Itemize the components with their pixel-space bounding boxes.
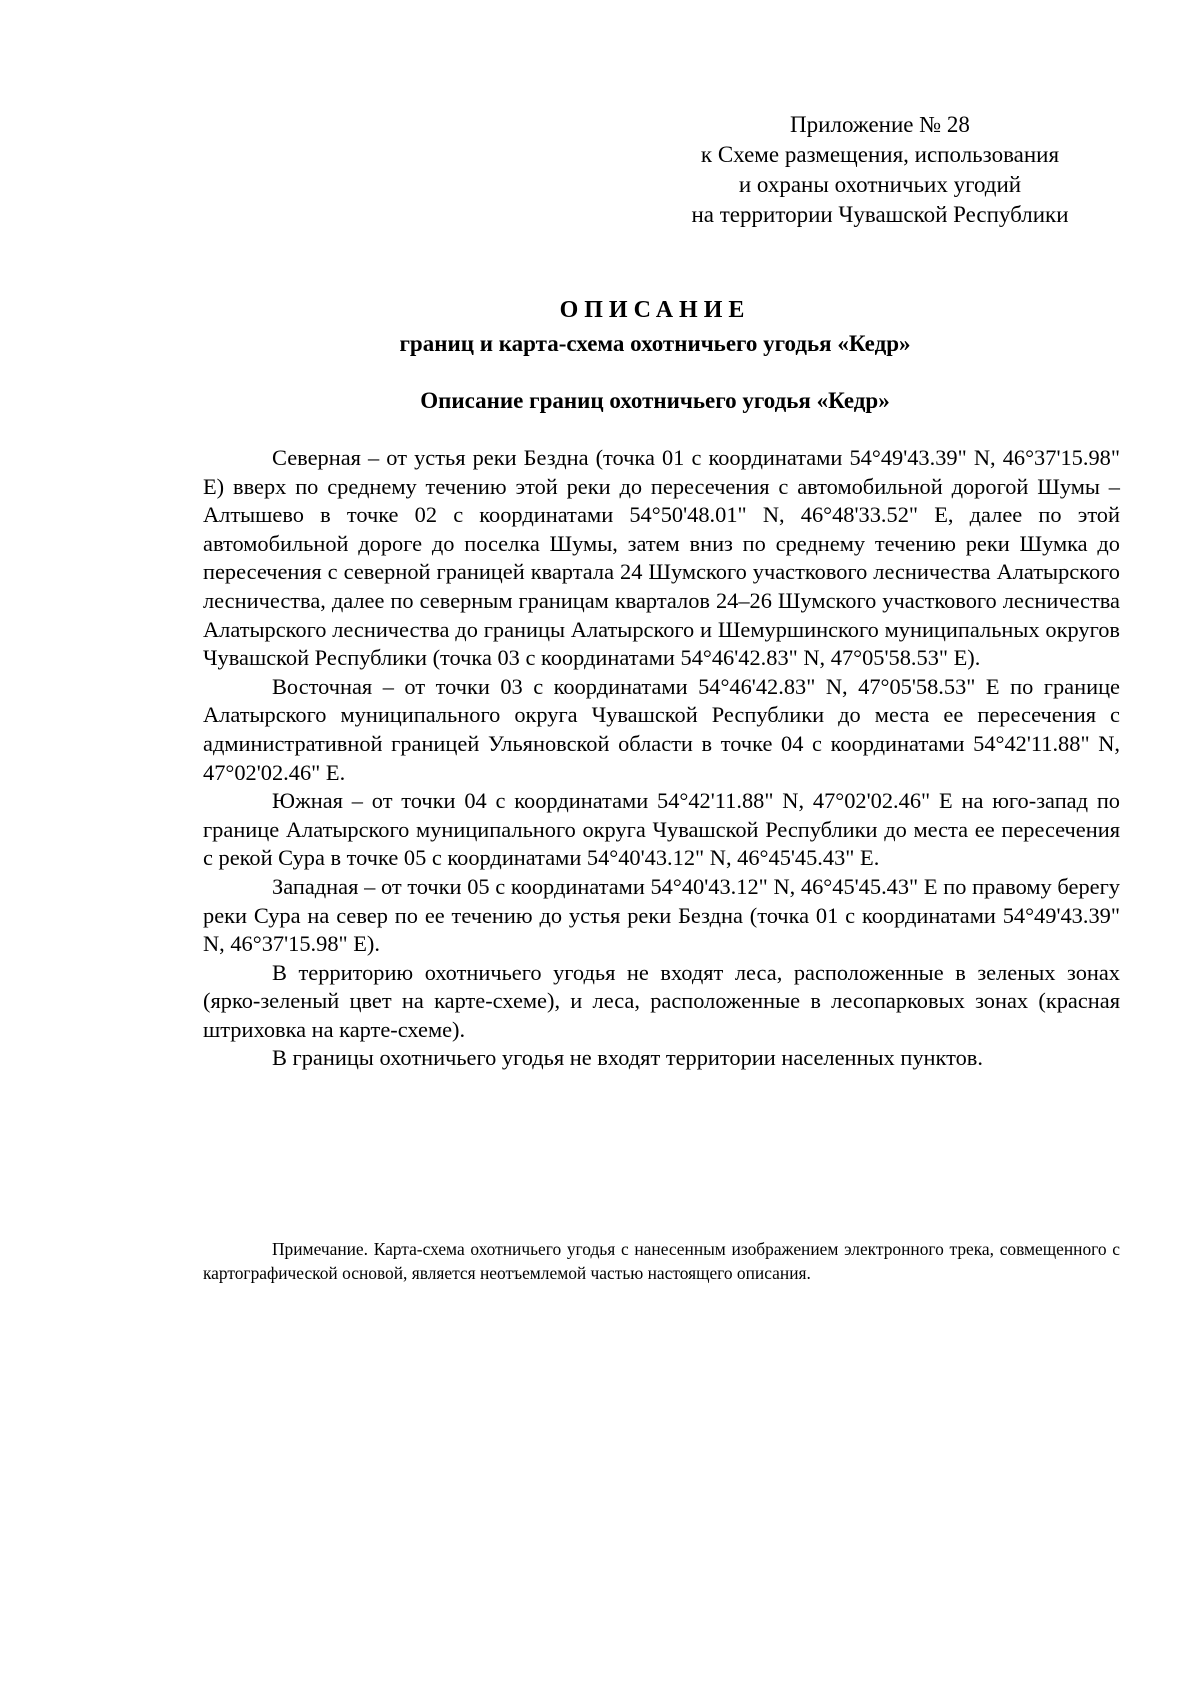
appendix-number: Приложение № 28 — [790, 112, 970, 137]
document-title: ОПИСАНИЕ — [559, 297, 751, 323]
paragraph-east: Восточная – от точки 03 с координатами 54°46'42.83" N, 47°05'58.53" E по границе Алатырского муниципального округа Чувашской Республики до места ее пересечения с административной границей Ульяновской области в точке 04 с координатами 54°42'11.88" N, 47°02'02.46" E. — [203, 673, 1120, 785]
paragraph-excluded-forests: В территорию охотничьего угодья не входят леса, расположенные в зеленых зонах (ярко-зеленый цвет на карте-схеме), и леса, расположенные в лесопарковых зонах (красная штриховка на карте-схеме). — [203, 959, 1120, 1042]
paragraph-excluded-settlements: В границы охотничьего угодья не входят территории населенных пунктов. — [272, 1045, 983, 1071]
paragraph-west: Западная – от точки 05 с координатами 54°40'43.12" N, 46°45'45.43" E по правому берегу реки Сура на север по ее течению до устья реки Бездна (точка 01 с координатами 54°49'43.39" N, 46°37'15.98" E). — [203, 873, 1120, 957]
boundary-description — [203, 444, 1120, 1073]
paragraph-south: Южная – от точки 04 с координатами 54°42'11.88" N, 47°02'02.46" E на юго-запад по границе Алатырского муниципального округа Чувашской Республики до места ее пересечения с рекой Сура в точке 05 с координатами 54°40'43.12" N, 46°45'45.43" E. — [203, 788, 1120, 871]
note-text: Примечание. Карта-схема охотничьего угодья с нанесенным изображением электронного трека, совмещенного с картографической основой, является неотъемлемой частью настоящего описания. — [203, 1239, 1120, 1283]
appendix-reference-line: на территории Чувашской Республики — [691, 202, 1069, 227]
note-block — [203, 1237, 1120, 1285]
appendix-header — [640, 110, 1120, 230]
appendix-reference-line: к Схеме размещения, использования — [700, 142, 1060, 167]
paragraph-north: Северная – от устья реки Бездна (точка 01 с координатами 54°49'43.39" N, 46°37'15.98" E) вверх по среднему течению этой реки до пересечения с автомобильной дорогой Шумы – Алтышево в точке 02 с координатами 54°50'48.01" N, 46°48'33.52" E, далее по этой автомобильной дороге до поселка Шумы, затем вниз по среднему течению реки Шумка до пересечения с северной границей квартала 24 Шумского участкового лесничества Алатырского лесничества, далее по северным границам кварталов 24–26 Шумского участкового лесничества Алатырского лесничества до границы Алатырского и Шемуршинского муниципальных округов Чувашской Республики (точка 03 с координатами 54°46'42.83" N, 47°05'58.53" E). — [203, 445, 1120, 671]
document-title-block — [190, 294, 1120, 360]
document-subtitle: границ и карта-схема охотничьего угодья «Кедр» — [399, 331, 911, 356]
section-heading: Описание границ охотничьего угодья «Кедр» — [420, 388, 890, 413]
appendix-reference-line: и охраны охотничьих угодий — [738, 172, 1022, 197]
